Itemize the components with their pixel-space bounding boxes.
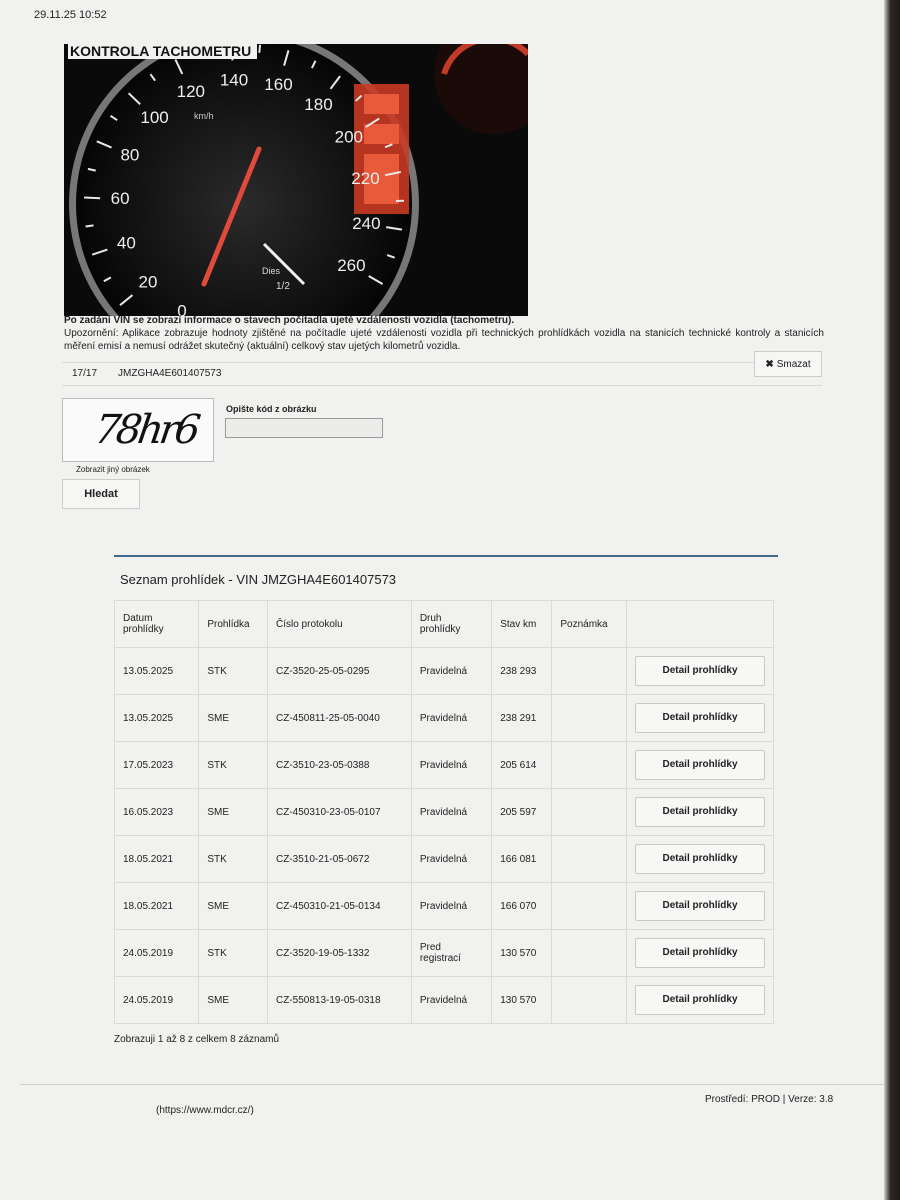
inspection-rows [115,648,774,1024]
cell-protocol: CZ-3510-21-05-0672 [268,836,412,883]
info-text [64,314,824,353]
speed-tick-label: 120 [176,81,206,101]
detail-button[interactable]: Detail prohlídky [635,891,765,921]
cell-note [552,789,627,836]
search-button[interactable]: Hledat [62,479,140,509]
cell-note [552,742,627,789]
speed-tick-label: 140 [219,70,249,90]
cell-actions [627,930,774,977]
cell-kind: Pred registrací [411,930,491,977]
column-header-date: Datum prohlídky [115,601,199,648]
fuel-half-label: 1/2 [276,281,290,292]
cell-date: 16.05.2023 [115,789,199,836]
cell-type: STK [199,742,268,789]
cell-km: 205 597 [492,789,552,836]
cell-date: 24.05.2019 [115,930,199,977]
vin-record-bar [62,358,822,386]
footer-environment: Prostředí: PROD | Verze: 3.8 [705,1094,834,1105]
speed-tick-label: 20 [138,272,158,292]
cell-date: 17.05.2023 [115,742,199,789]
cell-km: 166 070 [492,883,552,930]
print-timestamp: 29.11.25 10:52 [34,9,107,21]
speed-tick-label: 240 [352,213,381,233]
cell-date: 18.05.2021 [115,836,199,883]
cell-actions [627,836,774,883]
cell-protocol: CZ-550813-19-05-0318 [268,977,412,1024]
cell-km: 238 291 [492,695,552,742]
cell-note [552,883,627,930]
record-counter: 17/17 [72,368,98,379]
cell-actions [627,742,774,789]
cell-kind: Pravidelná [411,695,491,742]
speed-tick [84,198,100,199]
cell-note [552,930,627,977]
column-header-type: Prohlídka [199,601,268,648]
speed-tick-label: 80 [120,145,140,165]
cell-actions [627,977,774,1024]
cell-type: SME [199,789,268,836]
cell-type: SME [199,883,268,930]
clear-button-label: Smazat [776,358,811,370]
column-header-actions [627,601,774,648]
cell-note [552,836,627,883]
record-vin: JMZGHA4E601407573 [118,368,222,379]
column-header-km: Stav km [492,601,552,648]
background-edge [884,0,900,1200]
cell-date: 13.05.2025 [115,648,199,695]
clear-button[interactable] [754,351,822,377]
cell-actions [627,648,774,695]
speedometer-banner [64,44,528,316]
table-summary: Zobrazuji 1 až 8 z celkem 8 záznamů [114,1034,280,1045]
speed-tick-label: 100 [140,108,169,128]
close-icon: ✖ [765,358,774,370]
cell-km: 238 293 [492,648,552,695]
red-display [354,84,409,214]
detail-button[interactable]: Detail prohlídky [635,797,765,827]
cell-note [552,695,627,742]
captcha-input[interactable] [225,418,383,438]
cell-kind: Pravidelná [411,648,491,695]
cell-protocol: CZ-3510-23-05-0388 [268,742,412,789]
captcha-input-label: Opište kód z obrázku [226,404,317,414]
page-title: KONTROLA TACHOMETRU [68,44,257,59]
footer-divider [20,1084,884,1085]
cell-kind: Pravidelná [411,836,491,883]
captcha-code: 78hr6 [91,407,200,453]
unit-label: km/h [194,111,214,121]
table-row [115,836,774,883]
info-warning: Upozornění: Aplikace zobrazuje hodnoty zjištěné na počítadle ujeté vzdálenosti vozidla při technických prohlídkách vozidla na stanicích technické kontroly a stanicích měření emisí a nemusí odrážet skutečný (aktuální) celkový stav ujetých kilometrů vozidla. [64,328,824,352]
info-lead: Po zadání VIN se zobrazí informace o stavech počítadla ujeté vzdálenosti vozidla (tachometru). [64,315,515,326]
table-row [115,930,774,977]
speed-tick-label: 40 [116,233,136,253]
cell-kind: Pravidelná [411,789,491,836]
cell-km: 130 570 [492,977,552,1024]
table-row [115,883,774,930]
cell-type: STK [199,930,268,977]
table-header-row [115,601,774,648]
cell-protocol: CZ-450310-23-05-0107 [268,789,412,836]
captcha-refresh-link[interactable]: Zobrazit jiný obrázek [76,465,150,474]
table-row [115,742,774,789]
speed-tick-label: 160 [264,74,293,94]
column-header-note: Poznámka [552,601,627,648]
cell-type: SME [199,695,268,742]
speed-tick-label: 220 [351,169,380,189]
speedometer-image [64,44,528,316]
cell-kind: Pravidelná [411,742,491,789]
cell-kind: Pravidelná [411,883,491,930]
speed-tick-label: 60 [110,189,130,209]
detail-button[interactable]: Detail prohlídky [635,703,765,733]
detail-button[interactable]: Detail prohlídky [635,938,765,968]
cell-type: SME [199,977,268,1024]
inspection-list-title: Seznam prohlídek - VIN JMZGHA4E601407573 [120,572,397,587]
fuel-label: Dies [262,266,281,276]
cell-actions [627,883,774,930]
cell-protocol: CZ-450310-21-05-0134 [268,883,412,930]
table-row [115,977,774,1024]
cell-kind: Pravidelná [411,977,491,1024]
section-divider [114,555,778,557]
cell-date: 18.05.2021 [115,883,199,930]
cell-note [552,648,627,695]
table-row [115,789,774,836]
detail-button[interactable]: Detail prohlídky [635,656,765,686]
captcha-image [62,398,214,462]
speed-tick [259,45,260,53]
cell-km: 166 081 [492,836,552,883]
cell-actions [627,789,774,836]
speed-tick [86,225,94,226]
speed-tick-label: 200 [334,127,363,147]
cell-type: STK [199,836,268,883]
cell-actions [627,695,774,742]
cell-type: STK [199,648,268,695]
cell-protocol: CZ-3520-19-05-1332 [268,930,412,977]
speed-tick-label: 260 [337,256,366,275]
cell-protocol: CZ-3520-25-05-0295 [268,648,412,695]
inspection-table [114,600,774,1024]
cell-km: 205 614 [492,742,552,789]
cell-note [552,977,627,1024]
speed-tick-label: 0 [177,301,187,316]
table-row [115,648,774,695]
column-header-protocol: Číslo protokolu [268,601,412,648]
detail-button[interactable]: Detail prohlídky [635,750,765,780]
column-header-kind: Druh prohlídky [411,601,491,648]
table-row [115,695,774,742]
cell-protocol: CZ-450811-25-05-0040 [268,695,412,742]
cell-date: 13.05.2025 [115,695,199,742]
detail-button[interactable]: Detail prohlídky [635,985,765,1015]
cell-km: 130 570 [492,930,552,977]
cell-date: 24.05.2019 [115,977,199,1024]
speed-tick-label: 180 [304,94,333,114]
detail-button[interactable]: Detail prohlídky [635,844,765,874]
footer-link[interactable]: (https://www.mdcr.cz/) [156,1105,254,1116]
